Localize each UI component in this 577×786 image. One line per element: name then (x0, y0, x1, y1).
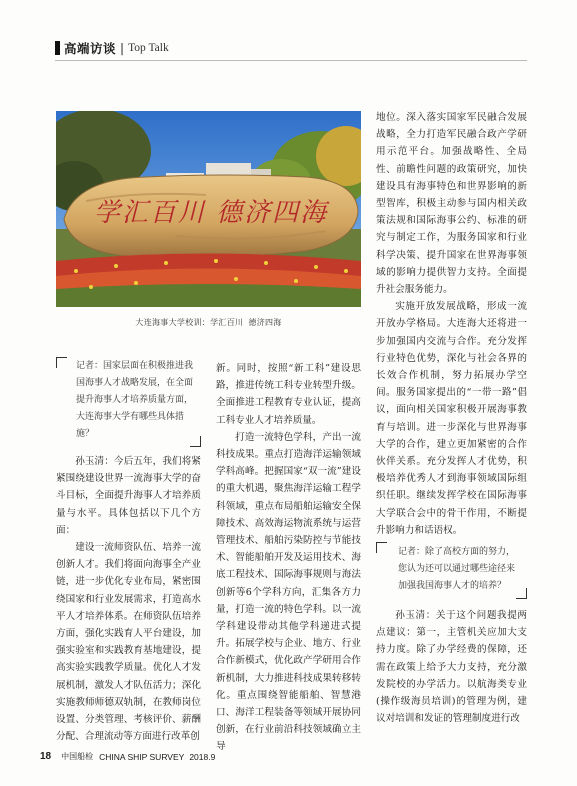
header-bar (55, 41, 60, 55)
page-footer (40, 751, 215, 762)
corner-mark (376, 542, 387, 553)
question-1-text: 记者：国家层面在积极推进我国海事人才战略发展，在全面提升海事人才培养质量方面，大连海事大学有哪些具体措施？ (76, 361, 194, 439)
rock-inscription: 学汇百川 德济四海 (93, 198, 329, 228)
paragraph: 新。同时，按照“新工科”建设思路，推进传统工科专业转型升级。全面推进工程教育专业认证，提高工科专业人才培养质量。 (216, 363, 361, 426)
publication-name-en: CHINA SHIP SURVEY (99, 751, 185, 762)
article-column-1 (56, 453, 201, 745)
section-separator: | (120, 41, 125, 55)
campus-photo (56, 111, 361, 307)
paragraph: 孙玉清：今后五年，我们将紧紧围绕建设世界一流海事大学的奋斗目标，全面提升海事人才培养质量与水平。具体包括以下几个方面： (56, 456, 201, 536)
publication-name: 中国船检 (61, 752, 94, 761)
paragraph: 实施开放发展战略，形成一流开放办学格局。大连海大还将进一步加强国内交流与合作。充分发挥行业特色优势，深化与社会各界的长效合作机制，努力拓展办学空间。服务国家提出的“一带一路”倡议，面向相关国家积极开展海事教育与培训。进一步深化与世界海事大学的合作，建立更加紧密的合作伙伴关系。充分发挥人才优势，积极培养优秀人才到海事领域国际组织任职。继续发挥学校在国际海事大学联合会中的骨干作用，不断提升影响力和话语权。 (376, 301, 527, 536)
photo-caption: 大连海事大学校训：学汇百川 德济四海 (135, 318, 282, 327)
page-number: 18 (40, 751, 52, 762)
corner-mark (56, 357, 67, 368)
article-column-3 (376, 109, 527, 539)
question-box-2 (376, 542, 527, 595)
paragraph: 打造一流特色学科，产出一流科技成果。重点打造海洋运输领域学科高峰。把握国家“双一流”建设的重大机遇，聚焦海洋运输工程学科领域，重点布局船舶运输安全保障技术、高效海运物流系统与运营管理技术、船舶污染防控与节能技术、智能船舶开发及运用技术、海底工程技术、国际海事规则与海法创新等6个学科方向，汇集各方力量，打造一流的特色学科。以一流学科建设带动其他学科递进式提升。拓展学校与企业、地方、行业合作新模式，优化政产学研用合作新机制，大力推进科技成果转移转化。重点围绕智能船舶、智慧港口、海洋工程装备等领域开展协同创新，在行业前沿科技领域确立主导 (216, 431, 361, 753)
section-header (55, 38, 169, 58)
article-column-3-continued (376, 607, 527, 727)
article-column-2 (216, 360, 361, 756)
corner-mark (516, 588, 527, 599)
paragraph: 建设一流师资队伍、培养一流创新人才。我们将面向海事全产业链，进一步优化专业布局，紧密围绕国家和行业发展需求，打造高水平人才培养体系。在师资队伍培养方面，强化实践育人平台建设，加强实验室和实践教育基地建设，提高实验实践教学质量。优化人才发展机制，激发人才队伍活力；深化实施教师师德双轨制，在教师岗位设置、分类管理、考核评价、薪酬分配、合理流动等方面进行改革创 (56, 542, 201, 743)
section-title-en: Top Talk (128, 42, 169, 54)
issue-number: 2018.9 (189, 751, 216, 762)
corner-mark (190, 436, 201, 447)
paragraph: 孙玉清：关于这个问题我提两点建议：第一，主管机关应加大支持力度。除了办学经费的保障，还需在政策上给予大力支持，充分激发院校的办学活力。以航海类专业(操作级海员培训)的管理为例，建议对培训和发证的管理制度进行改 (376, 610, 527, 725)
question-box-1 (56, 357, 201, 443)
paragraph: 地位。深入落实国家军民融合发展战略，全力打造军民融合政产学研用示范平台。加强战略性、全局性、前瞻性问题的政策研究，加快建设具有海事特色和世界影响的新型智库，积极主动参与国内相关政策法规和国际海事公约、标准的研究与制定工作，为服务国家和行业科学决策、提升国家在世界海事领域的影响力提供智力支持。全面提升社会服务能力。 (376, 112, 527, 296)
question-2-text: 记者：除了高校方面的努力，您认为还可以通过哪些途径来加强我国海事人才的培养？ (398, 547, 516, 591)
header-rule (55, 60, 527, 61)
section-title-cn: 高端访谈 (64, 41, 117, 56)
